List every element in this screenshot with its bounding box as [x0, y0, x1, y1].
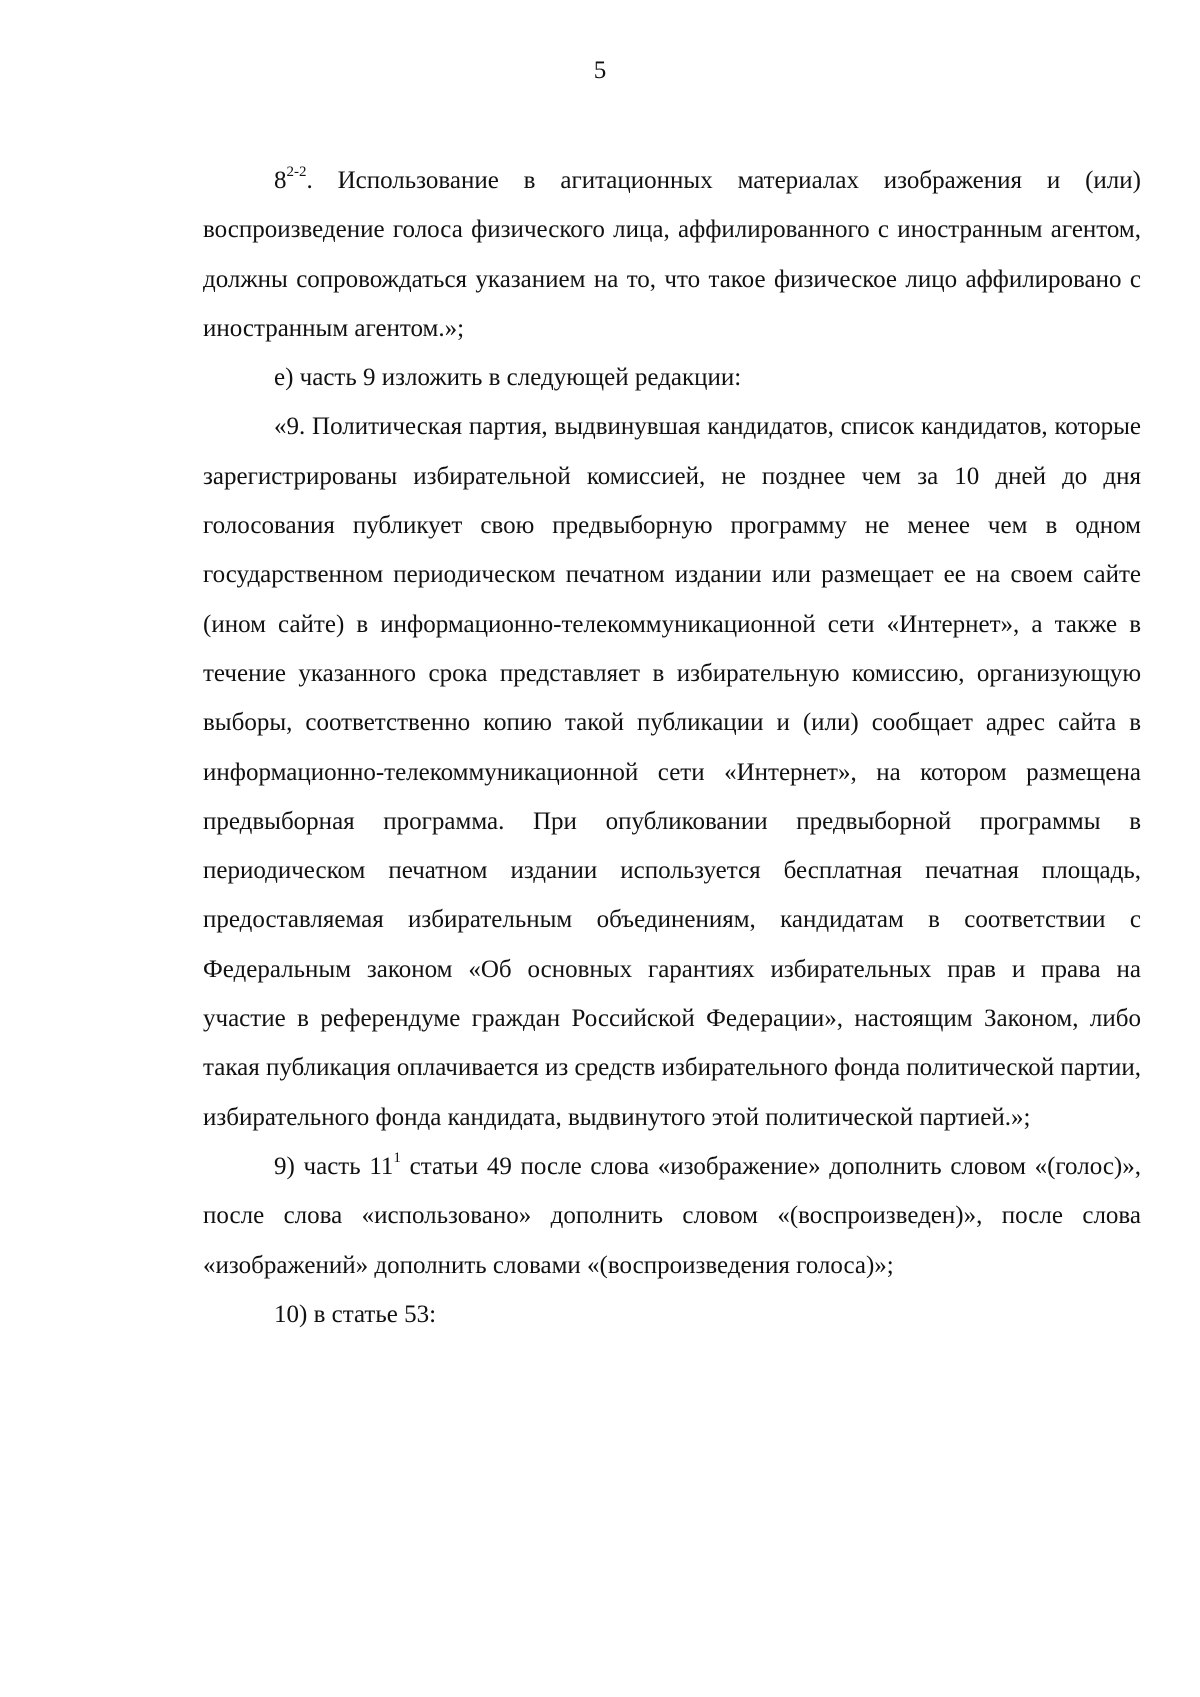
- paragraph-text: . Использование в агитационных материалах изображения и (или) воспроизведение голоса физического лица, аффилированного с иностранным агентом, должны сопровождаться указанием на то, что такое физическое лицо аффилировано с иностранным агентом.»;: [203, 167, 1141, 342]
- paragraph-item-10: [203, 1290, 1141, 1339]
- paragraph-part-9: [203, 402, 1141, 1141]
- paragraph-text: «9. Политическая партия, выдвинувшая кандидатов, список кандидатов, которые зарегистрированы избирательной комиссией, не позднее чем за 10 дней до дня голосования публикует свою предвыборную программу не менее чем в одном государственном периодическом печатном издании или размещает ее на своем сайте (ином сайте) в информационно-телекоммуникационной сети «Интернет», а также в течение указанного срока представляет в избирательную комиссию, организующую выборы, соответственно копию такой публикации и (или) сообщает адрес сайта в информационно-телекоммуникационной сети «Интернет», на котором размещена предвыборная программа. При опубликовании предвыборной программы в периодическом печатном издании используется бесплатная печатная площадь, предоставляемая избирательным объединениям, кандидатам в соответствии с Федеральным законом «Об основных гарантиях избирательных прав и права на участие в референдуме граждан Российской Федерации», настоящим Законом, либо такая публикация оплачивается из средств избирательного фонда политической партии, избирательного фонда кандидата, выдвинутого этой политической партией.»;: [203, 413, 1141, 1131]
- superscript: 1: [393, 1149, 401, 1166]
- paragraph-item-e: [203, 353, 1141, 402]
- paragraph-8-2-2: [203, 156, 1141, 353]
- paragraph-prefix: 8: [274, 167, 287, 194]
- document-body: [203, 156, 1141, 1339]
- paragraph-text: статьи 49 после слова «изображение» дополнить словом «(голос)», после слова «использовано» дополнить словом «(воспроизведен)», после слова «изображений» дополнить словами «(воспроизведения голоса)»;: [203, 1152, 1141, 1279]
- paragraph-text: 10) в статье 53:: [274, 1300, 437, 1328]
- page-number: 5: [593, 57, 607, 84]
- paragraph-prefix: 9) часть 11: [274, 1152, 394, 1180]
- paragraph-text: е) часть 9 изложить в следующей редакции:: [274, 364, 742, 392]
- superscript: 2-2: [286, 164, 307, 180]
- paragraph-item-9: [203, 1142, 1141, 1290]
